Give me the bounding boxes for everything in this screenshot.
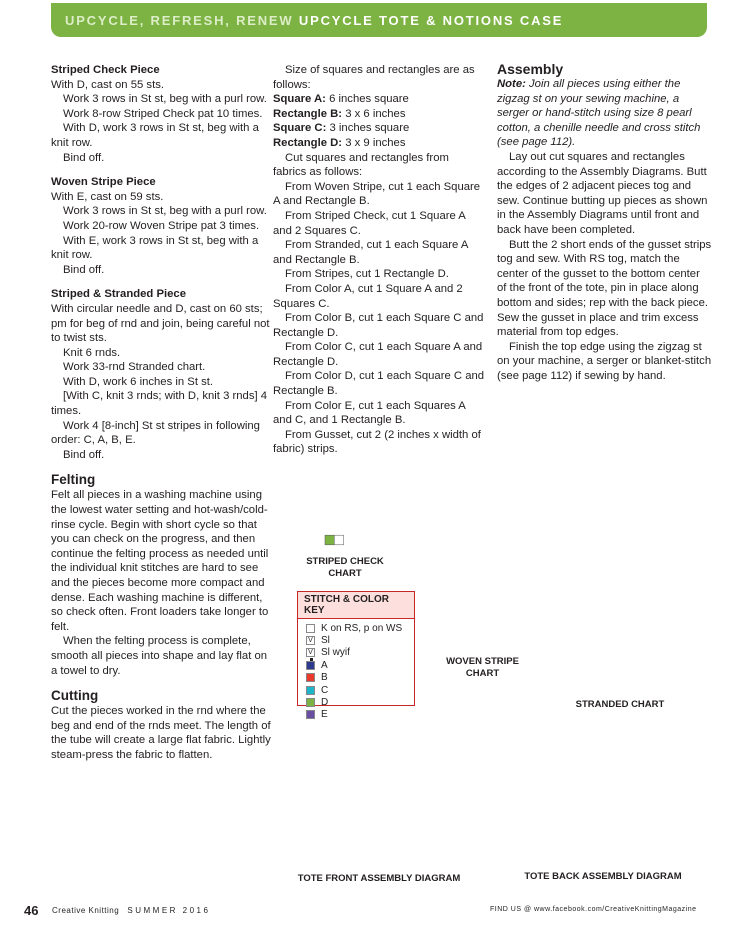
key-label: A bbox=[321, 659, 328, 671]
text: From Color A, cut 1 Square A and 2 Squares C. bbox=[273, 282, 463, 310]
text: From Color C, cut 1 each Square A and Rectangle D. bbox=[273, 341, 483, 368]
text: From Woven Stripe, cut 1 each Square A and Rectangle B. bbox=[273, 180, 481, 208]
note-text: Join all pieces using either the zigzag st on your sewing machine, a serger or hand-stitch using size 8 pearl cotton, a chenille needle and cross stitch (see page 112). bbox=[497, 78, 701, 149]
key-row bbox=[298, 622, 414, 634]
text: From Color B, cut 1 each Square C and Rectangle D. bbox=[273, 312, 484, 339]
size-value: 3 x 9 inches bbox=[342, 136, 406, 149]
text: Cut the pieces worked in the rnd where the beg and end of the rnds meet. The length of the tube will create a large flat fabric. Lightly steam-press the fabric to flatten. bbox=[51, 705, 271, 761]
text: Work 8-row Striped Check pat 10 times. bbox=[63, 107, 263, 120]
striped-check-title: STRIPED CHECK CHART bbox=[306, 556, 384, 579]
stranded-title: STRANDED CHART bbox=[575, 699, 665, 710]
assembly-heading: Assembly bbox=[497, 61, 564, 77]
text: Size of squares and rectangles are as follows: bbox=[273, 64, 475, 91]
text: With D, work 6 inches in St st. bbox=[63, 375, 214, 388]
key-swatch: V bbox=[306, 636, 315, 645]
text: With D, work 3 rows in St st, beg with a knit row. bbox=[51, 122, 259, 149]
header-lead: UPCYCLE, REFRESH, RENEW bbox=[65, 12, 294, 28]
text: Work 33-rnd Stranded chart. bbox=[63, 361, 206, 374]
size-key: Rectangle B: bbox=[273, 107, 343, 120]
page-number: 46 bbox=[24, 903, 39, 918]
text: Work 20-row Woven Stripe pat 3 times. bbox=[63, 219, 260, 232]
text: Butt the 2 short ends of the gusset strips tog and sew. With RS tog, match the center of the gusset to the bottom center of the front of the tote, pin in place along bottom and sides; rep with the back piece. Sew the gusset in place and trim excess material from top edges. bbox=[497, 238, 712, 339]
text: From Stranded, cut 1 each Square A and Rectangle B. bbox=[273, 239, 468, 266]
size-key: Rectangle D: bbox=[273, 136, 343, 149]
issue: SUMMER 2016 bbox=[127, 906, 211, 915]
text: With circular needle and D, cast on 60 sts; pm for beg of rnd and join, being careful not to twist sts. bbox=[51, 302, 270, 345]
back-diagram-title: TOTE BACK ASSEMBLY DIAGRAM bbox=[524, 871, 682, 882]
text: Cut squares and rectangles from fabrics as follows: bbox=[273, 151, 449, 179]
cutting-heading: Cutting bbox=[51, 688, 99, 704]
text: With D, cast on 55 sts. bbox=[51, 78, 165, 91]
footer-magazine bbox=[52, 906, 210, 915]
text: Felt all pieces in a washing machine using the lowest water setting and hot-wash/cold-rinse cycle. Begin with short cycle so that you can check on the progress, and then continue the felting process as needed until the individual knit stitches are hard to see and the pieces become more compact and dense. Each washing machine is different, so check often. Front loaders take longer to felt. bbox=[51, 489, 269, 633]
text: When the felting process is complete, smooth all pieces into shape and lay flat on a towel to dry. bbox=[51, 635, 268, 677]
size-value: 6 inches square bbox=[325, 93, 409, 106]
text: [With C, knit 3 rnds; with D, knit 3 rnds] 4 times. bbox=[51, 390, 268, 418]
key-label: C bbox=[321, 684, 329, 696]
magazine-name: Creative Knitting bbox=[52, 906, 120, 915]
felting-heading: Felting bbox=[51, 472, 96, 488]
key-row bbox=[298, 659, 414, 671]
note-label: Note: bbox=[497, 78, 526, 90]
text: Work 4 [8-inch] St st stripes in following order: C, A, B, E. bbox=[51, 419, 260, 447]
text: From Striped Check, cut 1 Square A and 2 Squares C. bbox=[273, 209, 466, 237]
key-row bbox=[298, 709, 414, 721]
text: With E, cast on 59 sts. bbox=[51, 190, 164, 203]
key-swatch bbox=[306, 698, 315, 707]
key-label: D bbox=[321, 697, 329, 709]
text: Finish the top edge using the zigzag st on your machine, a serger or blanket-stitch (see page 112) if sewing by hand. bbox=[497, 340, 712, 382]
key-label: B bbox=[321, 672, 328, 684]
key-label: Sl wyif bbox=[321, 647, 350, 659]
text: Work 3 rows in St st, beg with a purl row. bbox=[63, 205, 267, 218]
text: Work 3 rows in St st, beg with a purl row. bbox=[63, 93, 267, 106]
key-row bbox=[298, 684, 414, 696]
text: Knit 6 rnds. bbox=[63, 346, 121, 359]
striped-check-heading: Striped Check Piece bbox=[51, 64, 160, 76]
woven-stripe-heading: Woven Stripe Piece bbox=[51, 176, 156, 189]
key-row bbox=[298, 647, 414, 659]
size-key: Square C: bbox=[273, 122, 327, 135]
text: Bind off. bbox=[63, 448, 105, 461]
text: From Stripes, cut 1 Rectangle D. bbox=[285, 268, 449, 281]
key-row bbox=[298, 696, 414, 708]
woven-stripe-title: WOVEN STRIPE CHART bbox=[446, 656, 519, 679]
text: Bind off. bbox=[63, 151, 105, 164]
stitch-color-key bbox=[297, 591, 415, 721]
key-row bbox=[298, 634, 414, 646]
key-row bbox=[298, 672, 414, 684]
text: Bind off. bbox=[63, 263, 105, 276]
size-key: Square A: bbox=[273, 93, 326, 106]
key-swatch: V bbox=[306, 648, 315, 657]
chart-cell bbox=[334, 535, 343, 545]
stranded-heading: Striped & Stranded Piece bbox=[51, 288, 186, 301]
chart-cell bbox=[325, 535, 334, 545]
text: Lay out cut squares and rectangles according to the Assembly Diagrams. Butt the edges of 2 adjacent pieces tog and sew. Continue butting up pieces as shown in the Assembly Diagrams until front and back have been completed. bbox=[497, 150, 708, 236]
key-swatch bbox=[306, 686, 315, 695]
text: From Color E, cut 1 each Squares A and C, and 1 Rectangle B. bbox=[273, 399, 466, 427]
footer-find: FIND US @ www.facebook.com/CreativeKnittingMagazine bbox=[490, 906, 697, 913]
key-title: STITCH & COLOR KEY bbox=[298, 592, 414, 619]
front-diagram-title: TOTE FRONT ASSEMBLY DIAGRAM bbox=[297, 873, 461, 884]
text: From Color D, cut 1 each Square C and Rectangle B. bbox=[273, 370, 485, 398]
header-title: UPCYCLE TOTE & NOTIONS CASE bbox=[298, 12, 564, 28]
text: From Gusset, cut 2 (2 inches x width of fabric) strips. bbox=[273, 428, 481, 456]
key-label: E bbox=[321, 709, 328, 721]
key-label: K on RS, p on WS bbox=[321, 622, 403, 634]
size-value: 3 inches square bbox=[326, 122, 410, 135]
key-swatch bbox=[306, 710, 315, 719]
text: With E, work 3 rows in St st, beg with a knit row. bbox=[51, 234, 259, 262]
key-swatch bbox=[306, 673, 315, 682]
key-swatch bbox=[306, 661, 315, 670]
key-swatch bbox=[306, 624, 315, 633]
key-label: Sl bbox=[321, 635, 330, 647]
size-value: 3 x 6 inches bbox=[342, 107, 406, 120]
